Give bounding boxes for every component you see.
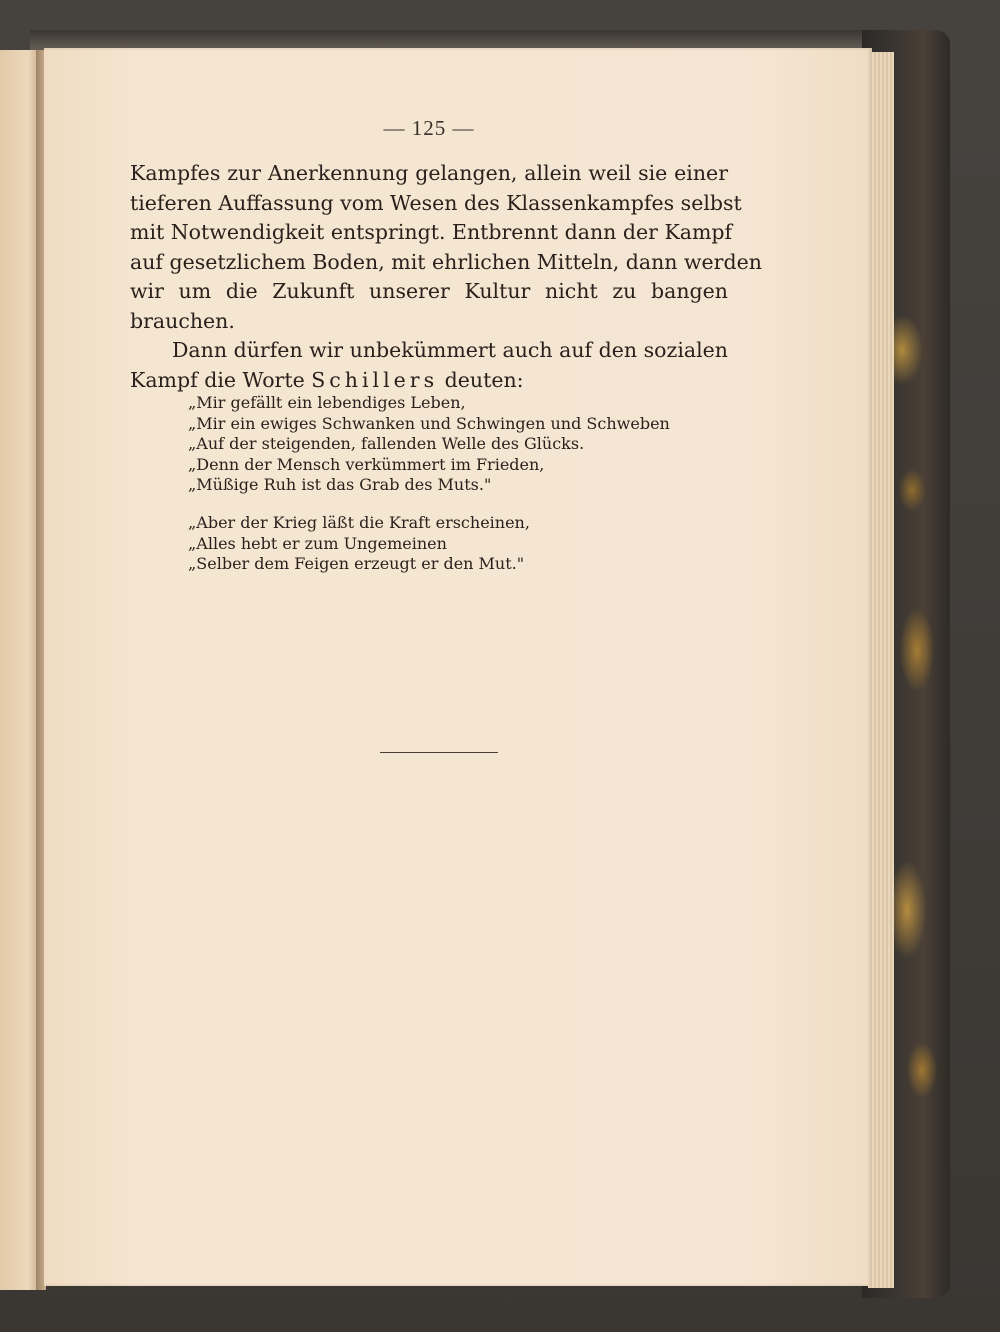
- paragraph-line: wir um die Zukunft unserer Kultur nicht zu bangen: [130, 279, 728, 303]
- poem-line: „Mir ein ewiges Schwanken und Schwingen und Schweben: [188, 413, 670, 433]
- paragraph-line: Dann dürfen wir unbekümmert auch auf den sozialen: [172, 338, 728, 362]
- paragraph-text: Kampf die Worte: [130, 367, 312, 392]
- paragraph-line: tieferen Auffassung vom Wesen des Klassenkampfes selbst: [130, 190, 742, 215]
- page-number: — 125 —: [383, 116, 475, 140]
- poem-line: „Aber der Krieg läßt die Kraft erscheinen,: [188, 513, 530, 532]
- author-name-spaced: Schillers: [311, 367, 439, 392]
- paragraph-1: [130, 159, 762, 336]
- section-end-rule: [380, 752, 498, 753]
- paragraph-line: [130, 366, 728, 396]
- page-text-block: [130, 110, 762, 395]
- poem-line: „Mir gefällt ein lebendiges Leben,: [188, 393, 466, 412]
- poem-line: „Müßige Ruh ist das Grab des Muts.": [188, 475, 492, 494]
- poem-line: „Auf der steigenden, fallenden Welle des Glücks.: [188, 434, 585, 453]
- paragraph-text: deuten:: [438, 367, 524, 392]
- paragraph-line: Kampfes zur Anerkennung gelangen, allein weil sie einer: [130, 161, 728, 185]
- left-facing-page: [0, 50, 40, 1290]
- poem-stanza-2: [188, 513, 708, 575]
- poem-line: „Denn der Mensch verkümmert im Frieden,: [188, 454, 545, 474]
- paragraph-line: auf gesetzlichem Boden, mit ehrlichen Mitteln, dann werden: [130, 249, 762, 274]
- paragraph-2: [130, 336, 728, 395]
- poem-stanza-1: [188, 393, 708, 496]
- paragraph-line: brauchen.: [130, 308, 235, 333]
- paragraph-line: mit Notwendigkeit entspringt. Entbrennt dann der Kampf: [130, 220, 733, 244]
- poem-line: „Selber dem Feigen erzeugt er den Mut.": [188, 554, 525, 573]
- poem-line: „Alles hebt er zum Ungemeinen: [188, 533, 447, 553]
